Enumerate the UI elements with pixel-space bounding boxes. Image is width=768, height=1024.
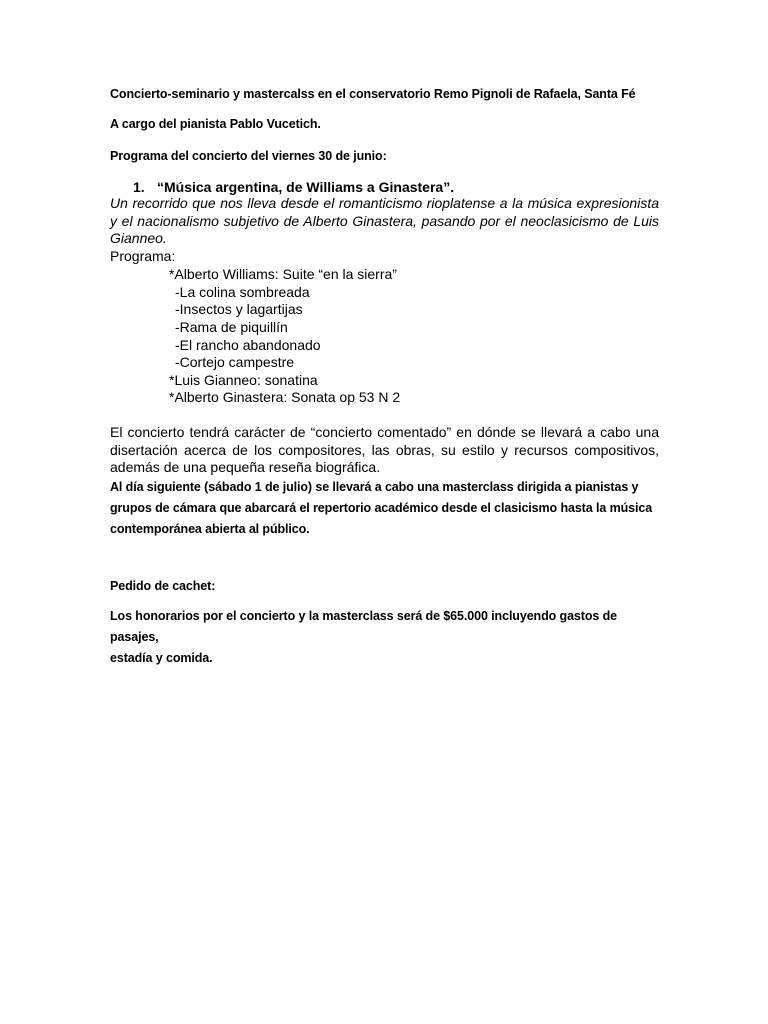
- program-item: -Rama de piquillín: [175, 319, 288, 335]
- program-item: -Insectos y lagartijas: [175, 301, 303, 317]
- commented-concert-paragraph: [110, 424, 659, 477]
- paragraph-line: Al día siguiente (sábado 1 de julio) se llevará a cabo una masterclass dirigida a pianistas y: [110, 480, 639, 494]
- cachet-heading: Pedido de cachet:: [110, 579, 216, 593]
- performer-line: A cargo del pianista Pablo Vucetich.: [110, 117, 321, 131]
- description-line: Gianneo.: [110, 230, 167, 246]
- program-item: *Alberto Williams: Suite “en la sierra”: [169, 266, 397, 282]
- paragraph-line: Los honorarios por el concierto y la masterclass será de $65.000 incluyendo gastos de pasajes,: [110, 609, 617, 644]
- concert-description: [110, 195, 659, 248]
- programa-label: Programa:: [110, 248, 176, 264]
- fees-paragraph: [110, 606, 662, 669]
- description-line: y el nacionalismo subjetivo de Alberto Ginastera, pasando por el neoclasicismo de Luis: [110, 212, 659, 229]
- program-item: -La colina sombreada: [175, 284, 310, 300]
- program-item: -Cortejo campestre: [175, 354, 295, 370]
- paragraph-line: contemporánea abierta al público.: [110, 522, 310, 536]
- document-title: Concierto-seminario y mastercalss en el conservatorio Remo Pignoli de Rafaela, Santa Fé: [110, 87, 636, 101]
- masterclass-paragraph: [110, 477, 662, 540]
- paragraph-line: estadía y comida.: [110, 651, 213, 665]
- paragraph-line: grupos de cámara que abarcará el repertorio académico desde el clasicismo hasta la música: [110, 501, 653, 515]
- program-item: *Luis Gianneo: sonatina: [169, 372, 318, 388]
- program-heading: Programa del concierto del viernes 30 de junio:: [110, 149, 387, 163]
- paragraph-line: disertación acerca de los compositores, las obras, su estilo y recursos compositivos,: [110, 441, 659, 458]
- program-item: *Alberto Ginastera: Sonata op 53 N 2: [169, 389, 401, 405]
- paragraph-line: El concierto tendrá carácter de “concierto comentado” en dónde se llevará a cabo una: [110, 424, 659, 440]
- program-item: -El rancho abandonado: [175, 337, 321, 353]
- concert-title: “Música argentina, de Williams a Ginastera”.: [157, 179, 455, 195]
- description-line: Un recorrido que nos lleva desde el romanticismo rioplatense a la música expresionista: [110, 195, 659, 211]
- list-item-number: 1.: [133, 179, 145, 195]
- paragraph-line: además de una pequeña reseña biográfica.: [110, 459, 381, 475]
